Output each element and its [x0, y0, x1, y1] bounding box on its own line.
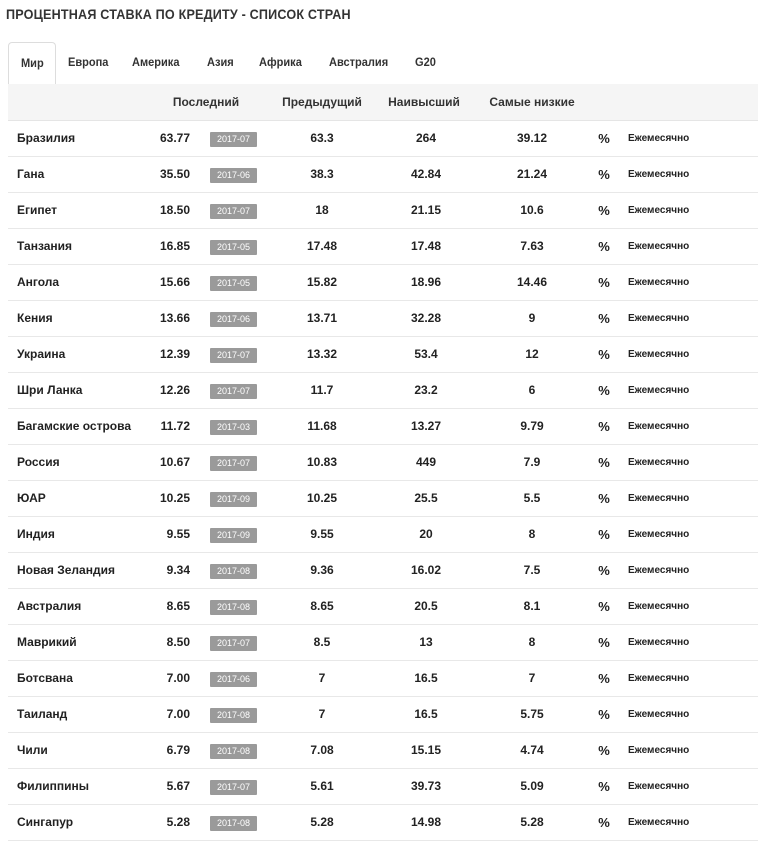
frequency-label: Ежемесячно — [628, 133, 690, 144]
frequency-label: Ежемесячно — [628, 709, 690, 720]
table-row[interactable] — [8, 481, 758, 517]
lowest-value: 6 — [528, 383, 536, 397]
lowest-value: 7 — [528, 671, 536, 685]
last-value: 9.55 — [166, 527, 190, 541]
last-value: 8.50 — [166, 635, 190, 649]
lowest-value: 8 — [528, 527, 536, 541]
last-value: 7.00 — [166, 707, 190, 721]
previous-value: 8.5 — [313, 635, 331, 649]
date-badge: 2017-08 — [210, 600, 257, 615]
frequency-label: Ежемесячно — [628, 385, 690, 396]
previous-value: 9.55 — [310, 527, 334, 541]
page-title: ПРОЦЕНТНАЯ СТАВКА ПО КРЕДИТУ - СПИСОК СТРАН — [6, 6, 351, 22]
frequency-label: Ежемесячно — [628, 529, 690, 540]
date-badge: 2017-09 — [210, 492, 257, 507]
unit-label: % — [598, 383, 610, 398]
frequency-label: Ежемесячно — [628, 205, 690, 216]
last-value: 15.66 — [159, 275, 190, 289]
tab-world[interactable]: Мир — [8, 42, 56, 85]
table-row[interactable] — [8, 445, 758, 481]
previous-value: 7.08 — [310, 743, 334, 757]
country-link[interactable]: ЮАР — [17, 491, 46, 505]
highest-value: 21.15 — [410, 203, 442, 217]
table-row[interactable] — [8, 589, 758, 625]
country-link[interactable]: Ангола — [17, 275, 60, 289]
table-row[interactable] — [8, 157, 758, 193]
previous-value: 5.28 — [310, 815, 334, 829]
frequency-label: Ежемесячно — [628, 241, 690, 252]
lowest-value: 21.24 — [516, 167, 548, 181]
last-value: 5.28 — [166, 815, 190, 829]
country-link[interactable]: Багамские острова — [17, 419, 132, 433]
table-row[interactable] — [8, 409, 758, 445]
date-badge: 2017-08 — [210, 744, 257, 759]
table-row[interactable] — [8, 229, 758, 265]
unit-label: % — [598, 779, 610, 794]
date-badge: 2017-09 — [210, 528, 257, 543]
previous-value: 63.3 — [310, 131, 334, 145]
lowest-value: 5.28 — [520, 815, 544, 829]
last-value: 12.39 — [159, 347, 190, 361]
table-row[interactable] — [8, 337, 758, 373]
last-value: 8.65 — [166, 599, 190, 613]
lowest-value: 7.9 — [523, 455, 541, 469]
lowest-value: 12 — [525, 347, 539, 361]
tab-asia[interactable]: Азия — [207, 55, 234, 69]
previous-value: 17.48 — [306, 239, 338, 253]
tab-australia[interactable]: Австралия — [329, 55, 389, 69]
previous-value: 38.3 — [310, 167, 334, 181]
country-link[interactable]: Кения — [17, 311, 53, 325]
header-previous[interactable]: Предыдущий — [282, 95, 362, 109]
highest-value: 23.2 — [414, 383, 438, 397]
previous-value: 13.32 — [306, 347, 338, 361]
lowest-value: 10.6 — [520, 203, 544, 217]
date-badge: 2017-07 — [210, 636, 257, 651]
previous-value: 5.61 — [310, 779, 334, 793]
highest-value: 16.5 — [414, 671, 438, 685]
lowest-value: 5.75 — [520, 707, 544, 721]
unit-label: % — [598, 239, 610, 254]
highest-value: 18.96 — [410, 275, 442, 289]
table-row[interactable] — [8, 373, 758, 409]
date-badge: 2017-08 — [210, 816, 257, 831]
highest-value: 264 — [415, 131, 437, 145]
table-row[interactable] — [8, 697, 758, 733]
country-link[interactable]: Ботсвана — [17, 671, 73, 685]
last-value: 9.34 — [166, 563, 190, 577]
tab-africa[interactable]: Африка — [259, 55, 302, 69]
lowest-value: 4.74 — [520, 743, 544, 757]
previous-value: 9.36 — [310, 563, 334, 577]
unit-label: % — [598, 743, 610, 758]
highest-value: 15.15 — [410, 743, 442, 757]
highest-value: 16.02 — [410, 563, 442, 577]
highest-value: 32.28 — [410, 311, 442, 325]
table-row[interactable] — [8, 769, 758, 805]
lowest-value: 7.63 — [520, 239, 544, 253]
table-row[interactable] — [8, 805, 758, 841]
last-value: 12.26 — [159, 383, 190, 397]
date-badge: 2017-05 — [210, 276, 257, 291]
highest-value: 16.5 — [414, 707, 438, 721]
table-row[interactable] — [8, 193, 758, 229]
last-value: 13.66 — [159, 311, 190, 325]
unit-label: % — [598, 527, 610, 542]
unit-label: % — [598, 455, 610, 470]
date-badge: 2017-07 — [210, 780, 257, 795]
tab-g20[interactable]: G20 — [415, 55, 436, 69]
date-badge: 2017-06 — [210, 168, 257, 183]
previous-value: 11.7 — [310, 383, 334, 397]
country-link[interactable]: Филиппины — [17, 779, 89, 793]
country-link[interactable]: Сингапур — [17, 815, 74, 829]
header-highest[interactable]: Наивысший — [388, 95, 460, 109]
date-badge: 2017-03 — [210, 420, 257, 435]
frequency-label: Ежемесячно — [628, 601, 690, 612]
frequency-label: Ежемесячно — [628, 637, 690, 648]
previous-value: 8.65 — [310, 599, 334, 613]
date-badge: 2017-07 — [210, 204, 257, 219]
table-row[interactable] — [8, 625, 758, 661]
last-value: 10.25 — [159, 491, 190, 505]
frequency-label: Ежемесячно — [628, 457, 690, 468]
lowest-value: 5.09 — [520, 779, 544, 793]
frequency-label: Ежемесячно — [628, 745, 690, 756]
highest-value: 53.4 — [414, 347, 438, 361]
lowest-value: 39.12 — [516, 131, 548, 145]
frequency-label: Ежемесячно — [628, 169, 690, 180]
country-link[interactable]: Австралия — [17, 599, 82, 613]
last-value: 6.79 — [166, 743, 190, 757]
tab-america[interactable]: Америка — [132, 55, 180, 69]
table-row[interactable] — [8, 661, 758, 697]
region-tabs — [8, 42, 758, 85]
lowest-value: 8 — [528, 635, 536, 649]
lowest-value: 9.79 — [520, 419, 544, 433]
table-row[interactable] — [8, 517, 758, 553]
unit-label: % — [598, 311, 610, 326]
tab-europe[interactable]: Европа — [68, 55, 109, 69]
unit-label: % — [598, 563, 610, 578]
table-row[interactable] — [8, 553, 758, 589]
last-value: 18.50 — [159, 203, 190, 217]
lowest-value: 14.46 — [516, 275, 548, 289]
unit-label: % — [598, 599, 610, 614]
highest-value: 42.84 — [410, 167, 442, 181]
last-value: 11.72 — [160, 419, 190, 433]
date-badge: 2017-07 — [210, 132, 257, 147]
date-badge: 2017-05 — [210, 240, 257, 255]
table-row[interactable] — [8, 121, 758, 157]
last-value: 63.77 — [159, 131, 190, 145]
country-link[interactable]: Маврикий — [17, 635, 77, 649]
header-last[interactable]: Последний — [172, 95, 240, 109]
date-badge: 2017-07 — [210, 456, 257, 471]
frequency-label: Ежемесячно — [628, 781, 690, 792]
unit-label: % — [598, 167, 610, 182]
frequency-label: Ежемесячно — [628, 817, 690, 828]
country-link[interactable]: Танзания — [17, 239, 73, 253]
country-link[interactable]: Украина — [17, 347, 66, 361]
last-value: 5.67 — [166, 779, 190, 793]
unit-label: % — [598, 131, 610, 146]
country-link[interactable]: Бразилия — [17, 131, 76, 145]
highest-value: 20.5 — [414, 599, 438, 613]
previous-value: 15.82 — [306, 275, 338, 289]
frequency-label: Ежемесячно — [628, 421, 690, 432]
previous-value: 7 — [318, 671, 326, 685]
highest-value: 13 — [419, 635, 433, 649]
highest-value: 449 — [415, 455, 437, 469]
unit-label: % — [598, 671, 610, 686]
previous-value: 18 — [315, 203, 329, 217]
unit-label: % — [598, 347, 610, 362]
highest-value: 13.27 — [410, 419, 442, 433]
interest-rate-table — [8, 84, 758, 841]
lowest-value: 5.5 — [523, 491, 541, 505]
frequency-label: Ежемесячно — [628, 493, 690, 504]
table-header — [8, 84, 758, 121]
country-link[interactable]: Египет — [17, 203, 58, 217]
lowest-value: 9 — [528, 311, 536, 325]
last-value: 35.50 — [159, 167, 190, 181]
table-row[interactable] — [8, 733, 758, 769]
country-link[interactable]: Россия — [17, 455, 60, 469]
highest-value: 39.73 — [410, 779, 442, 793]
frequency-label: Ежемесячно — [628, 313, 690, 324]
last-value: 7.00 — [166, 671, 190, 685]
country-link[interactable]: Гана — [17, 167, 45, 181]
frequency-label: Ежемесячно — [628, 349, 690, 360]
country-link[interactable]: Новая Зеландия — [17, 563, 115, 577]
unit-label: % — [598, 203, 610, 218]
table-row[interactable] — [8, 301, 758, 337]
unit-label: % — [598, 275, 610, 290]
country-link[interactable]: Таиланд — [17, 707, 68, 721]
frequency-label: Ежемесячно — [628, 565, 690, 576]
unit-label: % — [598, 635, 610, 650]
country-link[interactable]: Индия — [17, 527, 55, 541]
last-value: 10.67 — [159, 455, 190, 469]
lowest-value: 7.5 — [523, 563, 541, 577]
table-row[interactable] — [8, 265, 758, 301]
last-value: 16.85 — [159, 239, 190, 253]
previous-value: 10.25 — [306, 491, 338, 505]
highest-value: 14.98 — [410, 815, 442, 829]
date-badge: 2017-08 — [210, 564, 257, 579]
highest-value: 20 — [419, 527, 433, 541]
previous-value: 13.71 — [306, 311, 338, 325]
frequency-label: Ежемесячно — [628, 673, 690, 684]
highest-value: 25.5 — [414, 491, 438, 505]
unit-label: % — [598, 815, 610, 830]
previous-value: 7 — [318, 707, 326, 721]
date-badge: 2017-06 — [210, 312, 257, 327]
header-lowest[interactable]: Самые низкие — [489, 95, 575, 109]
frequency-label: Ежемесячно — [628, 277, 690, 288]
date-badge: 2017-06 — [210, 672, 257, 687]
table-body — [8, 121, 758, 841]
date-badge: 2017-07 — [210, 348, 257, 363]
date-badge: 2017-08 — [210, 708, 257, 723]
highest-value: 17.48 — [410, 239, 442, 253]
lowest-value: 8.1 — [523, 599, 541, 613]
country-link[interactable]: Шри Ланка — [17, 383, 83, 397]
date-badge: 2017-07 — [210, 384, 257, 399]
unit-label: % — [598, 707, 610, 722]
unit-label: % — [598, 419, 610, 434]
previous-value: 11.68 — [307, 419, 337, 433]
unit-label: % — [598, 491, 610, 506]
country-link[interactable]: Чили — [17, 743, 48, 757]
previous-value: 10.83 — [306, 455, 338, 469]
